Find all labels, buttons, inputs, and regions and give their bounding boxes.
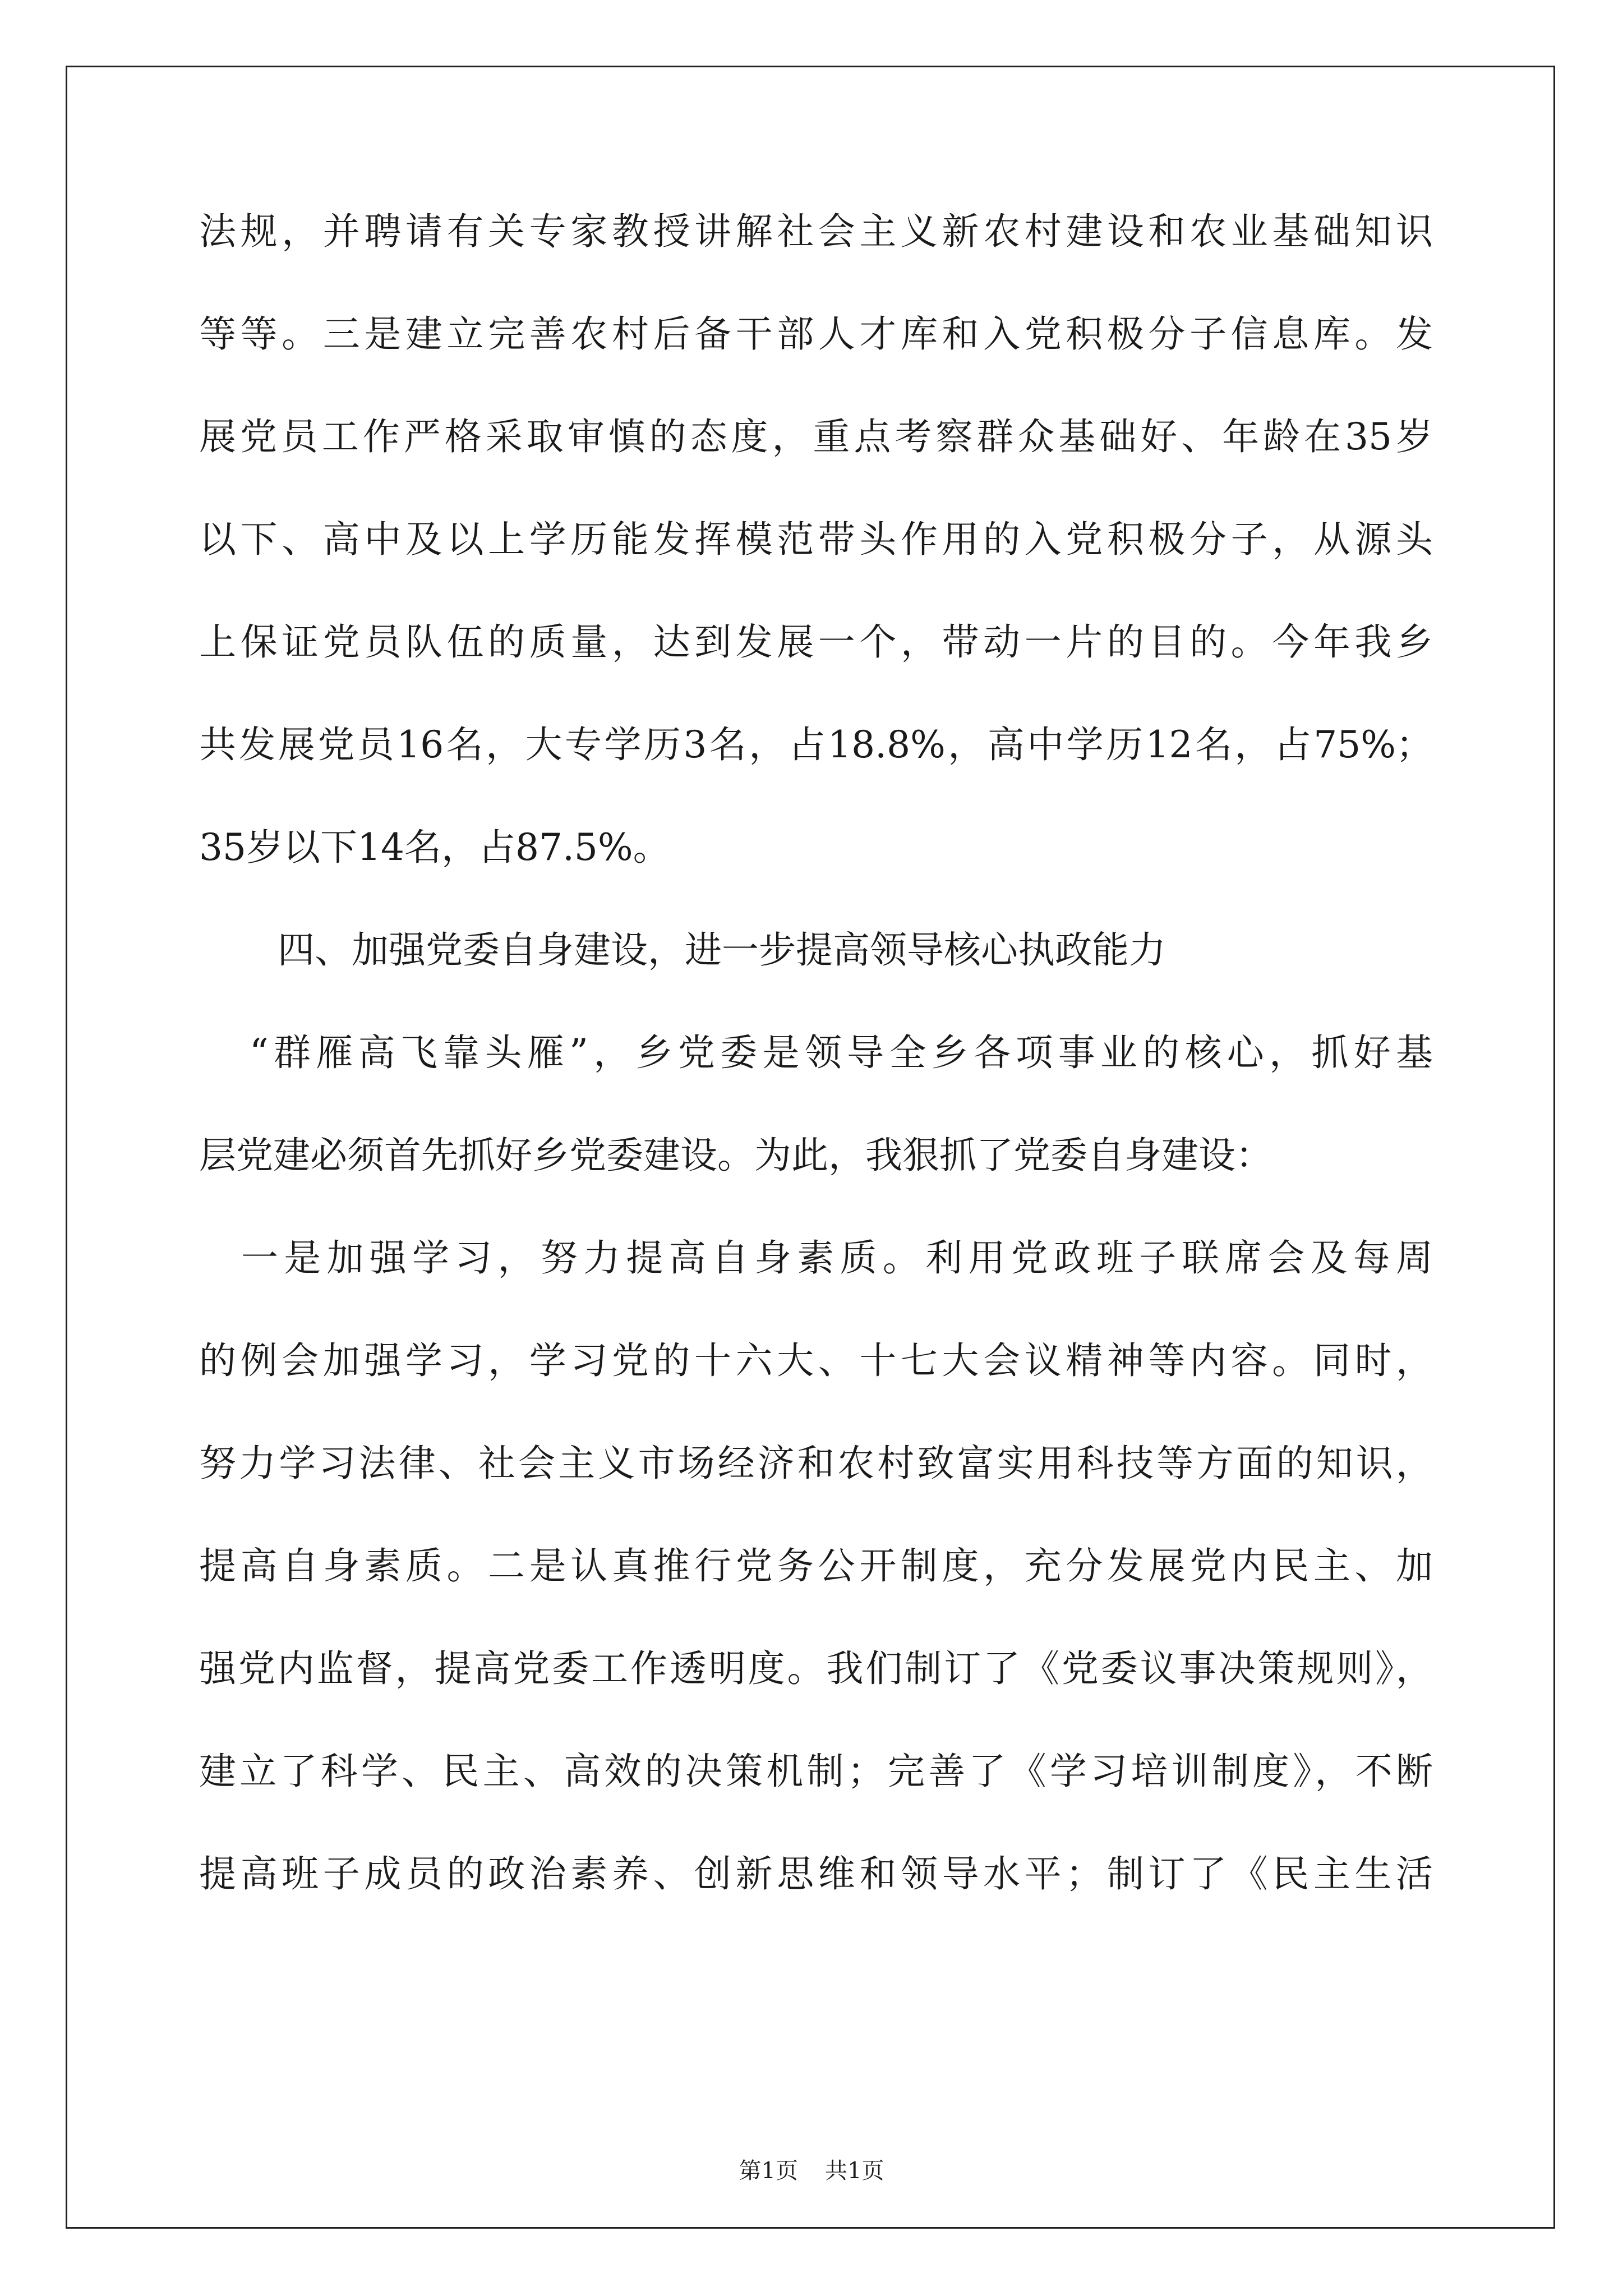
- page-number-total: 共1页: [825, 2158, 884, 2184]
- paragraph-line: 提高班子成员的政治素养、创新思维和领导水平；制订了《民主生活: [199, 1852, 1433, 1895]
- page-footer: [0, 2159, 1623, 2183]
- paragraph-line: 强党内监督，提高党委工作透明度。我们制订了《党委议事决策规则》，: [199, 1647, 1433, 1690]
- paragraph-line: 共发展党员16名，大专学历3名，占18.8%，高中学历12名，占75%；: [199, 723, 1433, 766]
- paragraph-line: 努力学习法律、社会主义市场经济和农村致富实用科技等方面的知识，: [199, 1442, 1433, 1485]
- paragraph-line: 法规，并聘请有关专家教授讲解社会主义新农村建设和农业基础知识: [199, 210, 1433, 253]
- section-heading: 四、加强党委自身建设，进一步提高领导核心执政能力: [278, 928, 1166, 972]
- page-number-current: 第1页: [739, 2158, 798, 2184]
- paragraph-line: 以下、高中及以上学历能发挥模范带头作用的入党积极分子，从源头: [199, 518, 1433, 561]
- paragraph-line: 一是加强学习，努力提高自身素质。利用党政班子联席会及每周: [241, 1236, 1433, 1280]
- paragraph-line: 35岁以下14名，占87.5%。: [199, 826, 670, 869]
- paragraph-line: “群雁高飞靠头雁”，乡党委是领导全乡各项事业的核心，抓好基: [250, 1031, 1433, 1074]
- paragraph-line: 上保证党员队伍的质量，达到发展一个，带动一片的目的。今年我乡: [199, 620, 1433, 664]
- paragraph-line: 展党员工作严格采取审慎的态度，重点考察群众基础好、年龄在35岁: [199, 415, 1433, 458]
- paragraph-line: 建立了科学、民主、高效的决策机制；完善了《学习培训制度》，不断: [199, 1750, 1433, 1793]
- document-body: [199, 210, 1433, 1958]
- paragraph-line: 层党建必须首先抓好乡党委建设。为此，我狠抓了党委自身建设：: [199, 1134, 1272, 1177]
- paragraph-line: 提高自身素质。二是认真推行党务公开制度，充分发展党内民主、加: [199, 1544, 1433, 1588]
- paragraph-line: 等等。三是建立完善农村后备干部人才库和入党积极分子信息库。发: [199, 312, 1433, 356]
- paragraph-line: 的例会加强学习，学习党的十六大、十七大会议精神等内容。同时，: [199, 1339, 1433, 1382]
